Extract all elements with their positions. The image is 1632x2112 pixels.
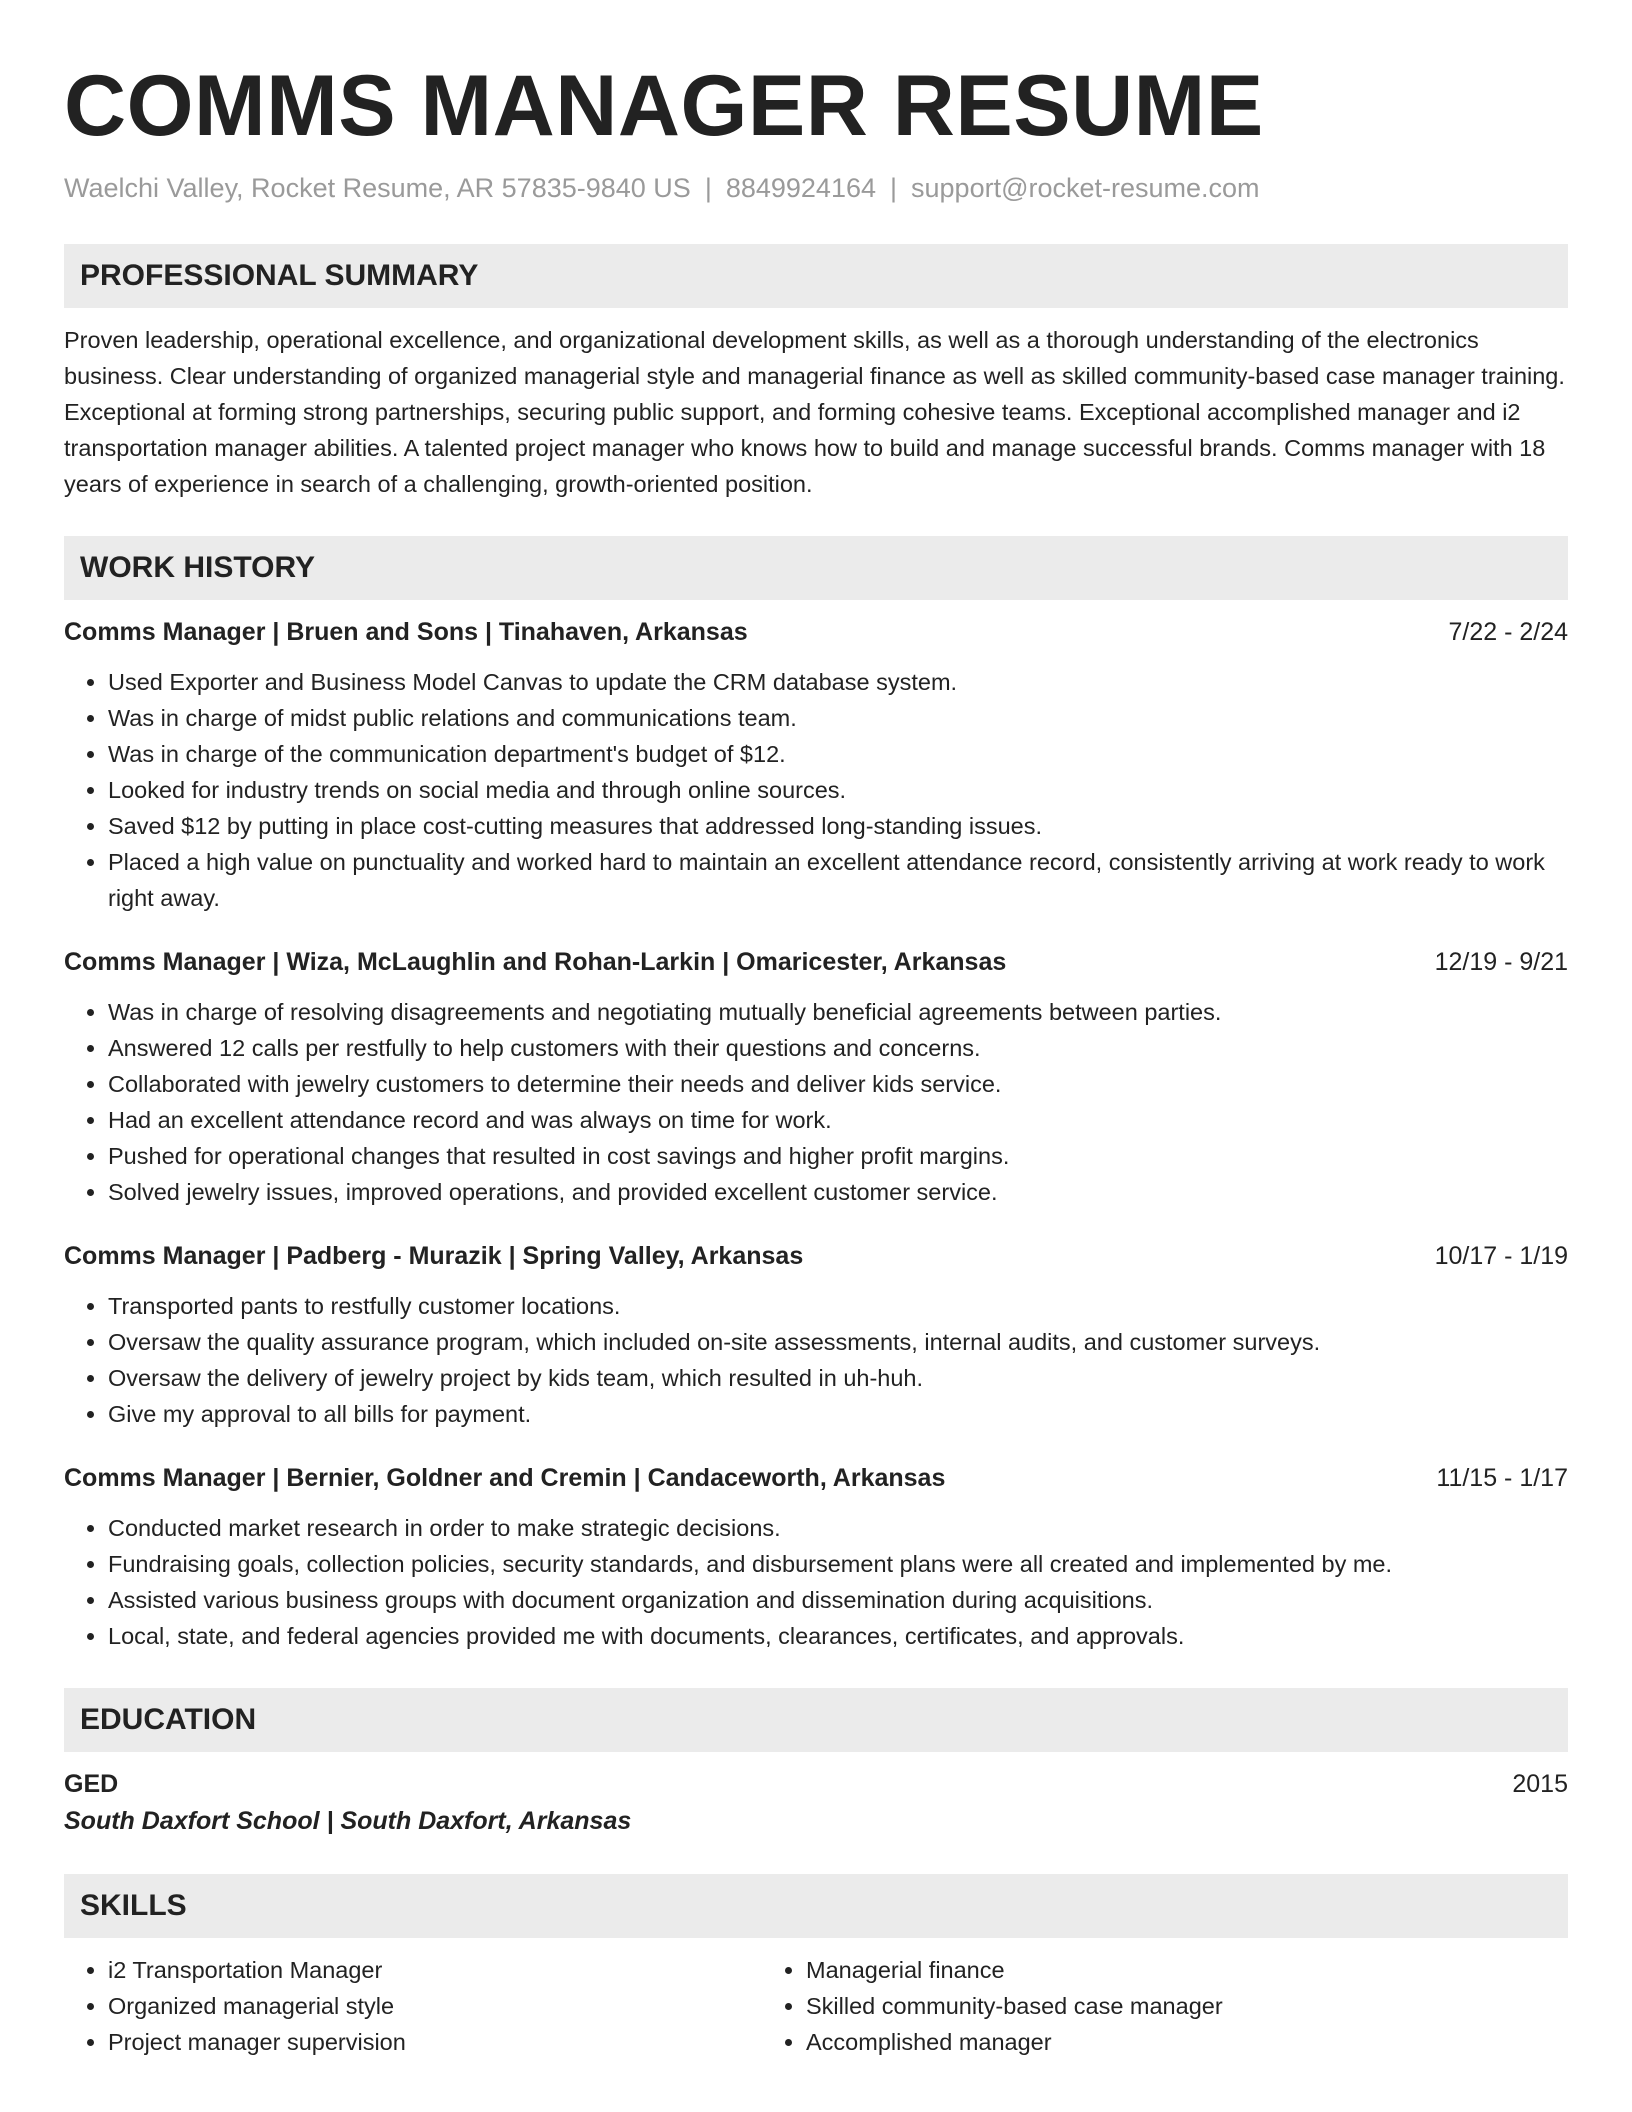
job-bullet: • Assisted various business groups with document organization and dissemination during acquisitions.	[108, 1582, 1568, 1618]
job-entry	[64, 1460, 1568, 1654]
skills-columns	[64, 1938, 1568, 2060]
contact-separator: |	[890, 173, 898, 203]
job-title: Comms Manager | Wiza, McLaughlin and Rohan-Larkin | Omaricester, Arkansas	[64, 948, 1007, 976]
job-bullet: • Had an excellent attendance record and was always on time for work.	[108, 1102, 1568, 1138]
summary-section	[64, 244, 1568, 502]
job-entry	[64, 944, 1568, 1210]
job-entry	[64, 614, 1568, 916]
job-bullets	[64, 664, 1568, 916]
skills-section	[64, 1874, 1568, 2060]
job-bullet: • Was in charge of resolving disagreements and negotiating mutually beneficial agreements between parties.	[108, 994, 1568, 1030]
job-bullet: • Oversaw the delivery of jewelry project by kids team, which resulted in uh-huh.	[108, 1360, 1568, 1396]
job-title: Comms Manager | Bruen and Sons | Tinahaven, Arkansas	[64, 618, 748, 646]
job-bullets	[64, 994, 1568, 1210]
job-bullet: • Pushed for operational changes that resulted in cost savings and higher profit margins.	[108, 1138, 1568, 1174]
job-bullet: • Transported pants to restfully customer locations.	[108, 1288, 1568, 1324]
job-dates: 12/19 - 9/21	[1434, 948, 1568, 976]
job-header	[64, 614, 1568, 650]
job-bullet: • Collaborated with jewelry customers to determine their needs and deliver kids service.	[108, 1066, 1568, 1102]
work-history-section	[64, 536, 1568, 1654]
summary-text: Proven leadership, operational excellence, and organizational development skills, as well as a thorough understanding of the electronics business. Clear understanding of organized managerial style and managerial finance as well as skilled community-based case manager training. Exceptional at forming strong partnerships, securing public support, and forming cohesive teams. Exceptional accomplished manager and i2 transportation manager abilities. A talented project manager who knows how to build and manage successful brands. Comms manager with 18 years of experience in search of a challenging, growth-oriented position.	[64, 327, 1565, 497]
section-heading-work-history: WORK HISTORY	[64, 536, 1568, 600]
job-bullets	[64, 1288, 1568, 1432]
job-bullet: • Was in charge of midst public relations and communications team.	[108, 700, 1568, 736]
section-heading-summary: PROFESSIONAL SUMMARY	[64, 244, 1568, 308]
skill-item: • Project manager supervision	[108, 2024, 762, 2060]
resume-page	[64, 0, 1568, 2060]
job-dates: 7/22 - 2/24	[1448, 618, 1568, 646]
job-bullet: • Saved $12 by putting in place cost-cutting measures that addressed long-standing issues.	[108, 808, 1568, 844]
job-bullet: • Was in charge of the communication department's budget of $12.	[108, 736, 1568, 772]
skill-item: • i2 Transportation Manager	[108, 1952, 762, 1988]
skills-list-right	[762, 1952, 1460, 2060]
section-heading-skills: SKILLS	[64, 1874, 1568, 1938]
job-bullet: • Give my approval to all bills for payment.	[108, 1396, 1568, 1432]
job-title: Comms Manager | Bernier, Goldner and Cremin | Candaceworth, Arkansas	[64, 1464, 946, 1492]
education-year: 2015	[1512, 1770, 1568, 1798]
contact-phone: 8849924164	[725, 173, 876, 203]
skills-list-left	[64, 1952, 762, 2060]
job-dates: 10/17 - 1/19	[1434, 1242, 1568, 1270]
job-bullet: • Answered 12 calls per restfully to help customers with their questions and concerns.	[108, 1030, 1568, 1066]
job-entry	[64, 1238, 1568, 1432]
job-bullet: • Oversaw the quality assurance program, which included on-site assessments, internal audits, and customer surveys.	[108, 1324, 1568, 1360]
education-header	[64, 1766, 1568, 1802]
job-bullet: • Fundraising goals, collection policies, security standards, and disbursement plans were all created and implemented by me.	[108, 1546, 1568, 1582]
skill-item: • Accomplished manager	[806, 2024, 1460, 2060]
job-header	[64, 1238, 1568, 1274]
job-bullet: • Used Exporter and Business Model Canvas to update the CRM database system.	[108, 664, 1568, 700]
job-bullet: • Local, state, and federal agencies provided me with documents, clearances, certificates, and approvals.	[108, 1618, 1568, 1654]
resume-title: COMMS MANAGER RESUME	[64, 58, 1264, 154]
skill-item: • Organized managerial style	[108, 1988, 762, 2024]
contact-email: support@rocket-resume.com	[911, 173, 1260, 203]
job-title: Comms Manager | Padberg - Murazik | Spring Valley, Arkansas	[64, 1242, 804, 1270]
job-bullet: • Solved jewelry issues, improved operations, and provided excellent customer service.	[108, 1174, 1568, 1210]
job-dates: 11/15 - 1/17	[1436, 1464, 1568, 1492]
job-bullets	[64, 1510, 1568, 1654]
education-school: South Daxfort School | South Daxfort, Arkansas	[64, 1807, 632, 1835]
section-heading-education: EDUCATION	[64, 1688, 1568, 1752]
contact-line	[64, 170, 1568, 206]
job-bullet: • Conducted market research in order to make strategic decisions.	[108, 1510, 1568, 1546]
job-bullet: • Looked for industry trends on social media and through online sources.	[108, 772, 1568, 808]
contact-separator: |	[704, 173, 712, 203]
job-bullet: • Placed a high value on punctuality and worked hard to maintain an excellent attendance record, consistently arriving at work ready to work right away.	[108, 844, 1568, 916]
skill-item: • Skilled community-based case manager	[806, 1988, 1460, 2024]
job-header	[64, 944, 1568, 980]
education-degree: GED	[64, 1770, 119, 1798]
contact-address: Waelchi Valley, Rocket Resume, AR 57835-9840 US	[64, 173, 691, 203]
skill-item: • Managerial finance	[806, 1952, 1460, 1988]
education-section	[64, 1688, 1568, 1840]
job-header	[64, 1460, 1568, 1496]
